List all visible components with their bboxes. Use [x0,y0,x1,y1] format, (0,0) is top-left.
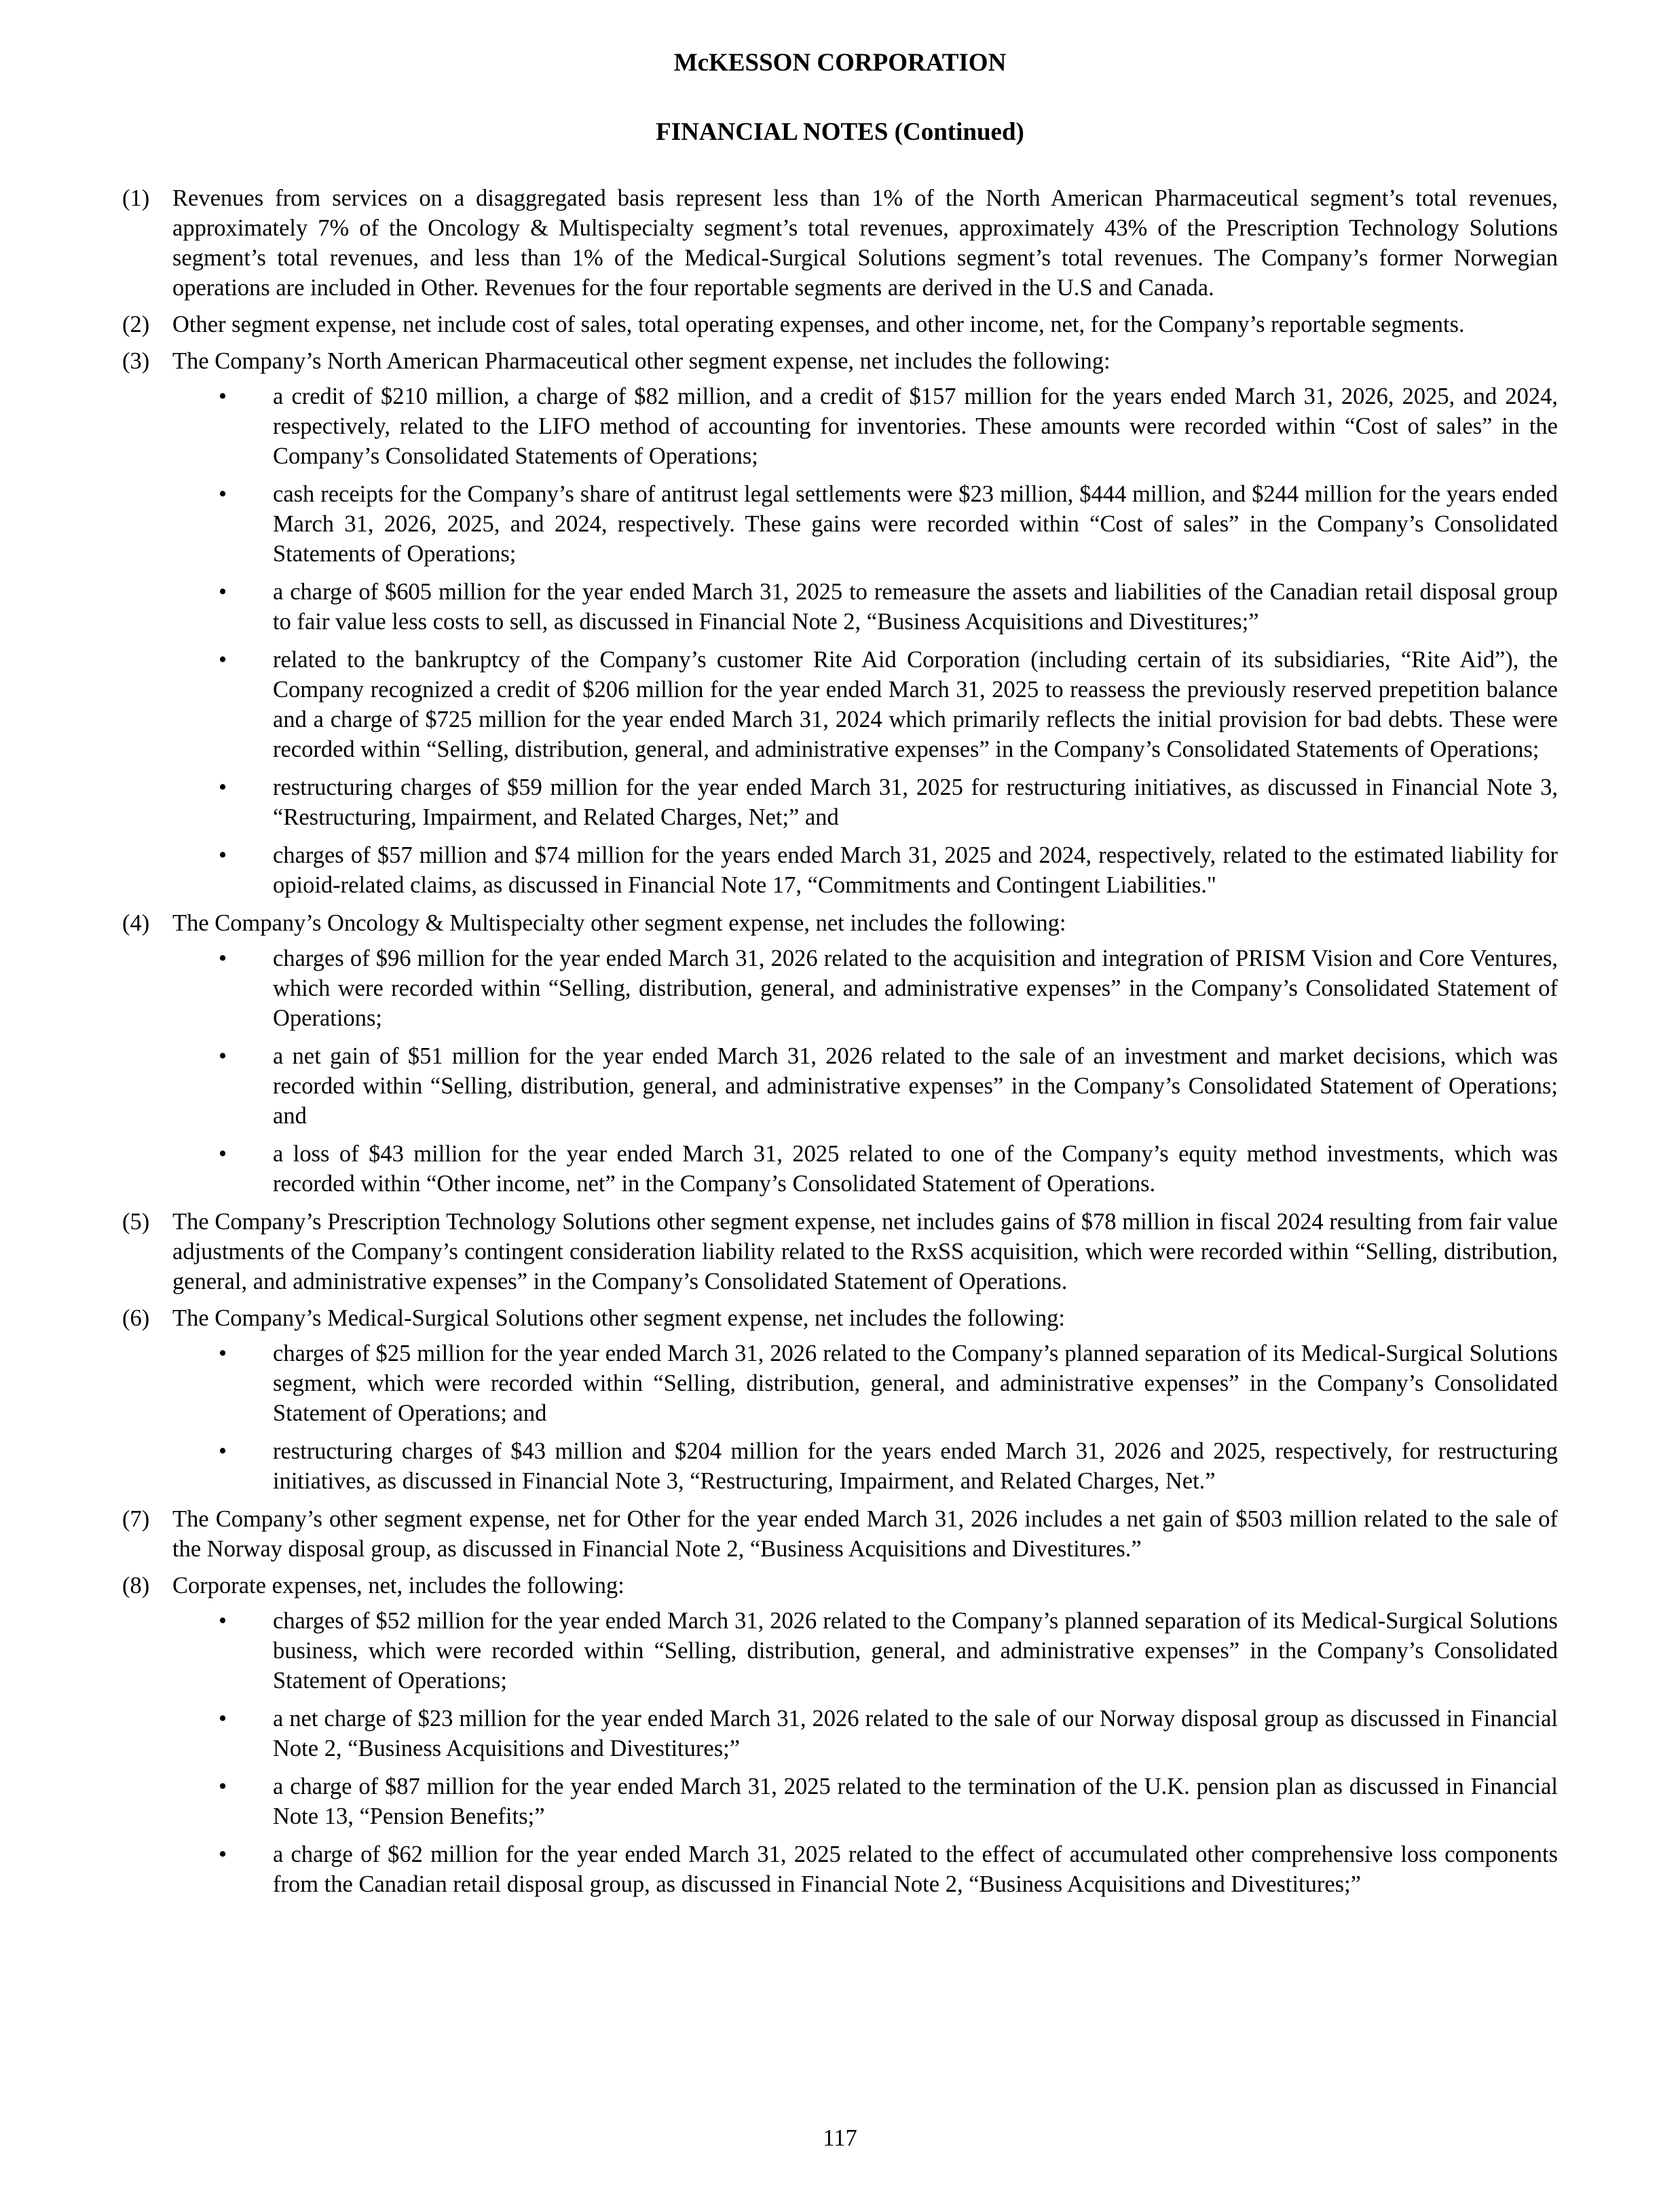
note-text: The Company’s Prescription Technology Solutions other segment expense, net includes gains of $78 million in fiscal 2024 resulting from fair value adjustments of the Company’s contingent consideration liability related to the RxSS acquisition, which were recorded within “Selling, distribution, general, and administrative expenses” in the Company’s Consolidated Statement of Operations. [172,1209,1558,1294]
section-subtitle: FINANCIAL NOTES (Continued) [656,118,1024,146]
bullet-icon: • [219,1841,227,1867]
bullet-item [172,772,1558,832]
bullet-item [172,577,1558,637]
bullet-icon: • [219,1608,227,1634]
note-number: (3) [122,348,150,374]
company-title: McKESSON CORPORATION [673,49,1007,77]
bullet-list [172,1606,1558,1899]
bullet-text: a charge of $87 million for the year ended March 31, 2025 related to the termination of the U.K. pension plan as discussed in Financial Note 13, “Pension Benefits;” [273,1774,1558,1829]
financial-note-item [122,1303,1558,1496]
financial-note-item [122,908,1558,1199]
note-number: (2) [122,312,150,337]
bullet-text: a loss of $43 million for the year ended March 31, 2025 related to one of the Company’s equity method investments, which was recorded within “Other income, net” in the Company’s Consolidated Statement of Operations. [273,1141,1558,1197]
note-number: (4) [122,910,150,936]
note-text: Corporate expenses, net, includes the following: [172,1573,624,1598]
bullet-list [172,381,1558,900]
bullet-text: a net gain of $51 million for the year ended March 31, 2026 related to the sale of an investment and market decisions, which was recorded within “Selling, distribution, general, and administrative expenses” in the Company’s Consolidated Statement of Operations; and [273,1043,1558,1129]
page-number: 117 [823,2125,857,2151]
bullet-icon: • [219,1706,227,1732]
financial-note-item [122,310,1558,339]
bullet-item [172,1606,1558,1696]
note-number: (8) [122,1573,150,1598]
bullet-item [172,1704,1558,1763]
bullet-item [172,645,1558,764]
bullet-icon: • [219,1774,227,1799]
bullet-item [172,840,1558,900]
bullet-text: charges of $25 million for the year ended March 31, 2026 related to the Company’s planned separation of its Medical-Surgical Solutions segment, which were recorded within “Selling, distribution, general, and administrative expenses” in the Company’s Consolidated Statement of Operations; and [273,1341,1558,1426]
bullet-text: charges of $52 million for the year ended March 31, 2026 related to the Company’s planned separation of its Medical-Surgical Solutions business, which were recorded within “Selling, distribution, general, and administrative expenses” in the Company’s Consolidated Statement of Operations; [273,1608,1558,1694]
bullet-icon: • [219,1043,227,1069]
bullet-icon: • [219,1341,227,1366]
bullet-item [172,381,1558,471]
bullet-text: restructuring charges of $59 million for the year ended March 31, 2025 for restructuring initiatives, as discussed in Financial Note 3, “Restructuring, Impairment, and Related Charges, Net;” and [273,774,1558,830]
bullet-text: a charge of $62 million for the year ended March 31, 2025 related to the effect of accumulated other comprehensive loss components from the Canadian retail disposal group, as discussed in Financial Note 2, “Business Acquisitions and Divestitures;” [273,1841,1558,1897]
bullet-icon: • [219,1141,227,1167]
financial-note-item [122,1571,1558,1899]
financial-note-item [122,183,1558,303]
bullet-icon: • [219,383,227,409]
bullet-icon: • [219,1438,227,1464]
financial-note-item [122,1504,1558,1564]
bullet-text: cash receipts for the Company’s share of antitrust legal settlements were $23 million, $444 million, and $244 million for the years ended March 31, 2026, 2025, and 2024, respectively. These gains were recorded within “Cost of sales” in the Company’s Consolidated Statements of Operations; [273,481,1558,567]
note-text: Revenues from services on a disaggregated basis represent less than 1% of the North American Pharmaceutical segment’s total revenues, approximately 7% of the Oncology & Multispecialty segment’s total revenues, approximately 43% of the Prescription Technology Solutions segment’s total revenues, and less than 1% of the Medical-Surgical Solutions segment’s total revenues. The Company’s former Norwegian operations are included in Other. Revenues for the four reportable segments are derived in the U.S and Canada. [172,185,1558,301]
note-number: (6) [122,1305,150,1331]
bullet-item [172,1339,1558,1428]
bullet-item [172,1436,1558,1496]
bullet-icon: • [219,579,227,605]
bullet-icon: • [219,774,227,800]
financial-note-item [122,346,1558,900]
note-text: Other segment expense, net include cost of sales, total operating expenses, and other income, net, for the Company’s reportable segments. [172,312,1465,337]
financial-note-item [122,1207,1558,1296]
financial-notes-list [122,183,1558,1907]
bullet-item [172,943,1558,1033]
bullet-text: a net charge of $23 million for the year ended March 31, 2026 related to the sale of our Norway disposal group as discussed in Financial Note 2, “Business Acquisitions and Divestitures;” [273,1706,1558,1761]
note-number: (7) [122,1506,150,1532]
bullet-list [172,943,1558,1199]
bullet-list [172,1339,1558,1496]
note-text: The Company’s other segment expense, net for Other for the year ended March 31, 2026 includes a net gain of $503 million related to the sale of the Norway disposal group, as discussed in Financial Note 2, “Business Acquisitions and Divestitures.” [172,1506,1558,1562]
note-number: (1) [122,185,150,211]
bullet-item [172,1041,1558,1131]
note-number: (5) [122,1209,150,1235]
bullet-text: a charge of $605 million for the year ended March 31, 2025 to remeasure the assets and liabilities of the Canadian retail disposal group to fair value less costs to sell, as discussed in Financial Note 2, “Business Acquisitions and Divestitures;” [273,579,1558,635]
bullet-text: restructuring charges of $43 million and $204 million for the years ended March 31, 2026 and 2025, respectively, for restructuring initiatives, as discussed in Financial Note 3, “Restructuring, Impairment, and Related Charges, Net.” [273,1438,1558,1494]
bullet-text: charges of $96 million for the year ended March 31, 2026 related to the acquisition and integration of PRISM Vision and Core Ventures, which were recorded within “Selling, distribution, general, and administrative expenses” in the Company’s Consolidated Statement of Operations; [273,946,1558,1031]
bullet-icon: • [219,946,227,971]
bullet-text: related to the bankruptcy of the Company’s customer Rite Aid Corporation (including certain of its subsidiaries, “Rite Aid”), the Company recognized a credit of $206 million for the year ended March 31, 2025 to reassess the previously reserved prepetition balance and a charge of $725 million for the year ended March 31, 2024 which primarily reflects the initial provision for bad debts. These were recorded within “Selling, distribution, general, and administrative expenses” in the Company’s Consolidated Statements of Operations; [273,647,1558,762]
bullet-item [172,1772,1558,1831]
note-text: The Company’s Medical-Surgical Solutions other segment expense, net includes the following: [172,1305,1065,1331]
note-text: The Company’s Oncology & Multispecialty other segment expense, net includes the following: [172,910,1066,936]
bullet-icon: • [219,842,227,868]
bullet-icon: • [219,647,227,673]
bullet-text: a credit of $210 million, a charge of $82 million, and a credit of $157 million for the years ended March 31, 2026, 2025, and 2024, respectively, related to the LIFO method of accounting for inventories. These amounts were recorded within “Cost of sales” in the Company’s Consolidated Statements of Operations; [273,383,1558,469]
bullet-item [172,479,1558,569]
bullet-icon: • [219,481,227,507]
bullet-item [172,1839,1558,1899]
bullet-item [172,1139,1558,1199]
note-text: The Company’s North American Pharmaceutical other segment expense, net includes the following: [172,348,1110,374]
bullet-text: charges of $57 million and $74 million for the years ended March 31, 2025 and 2024, respectively, related to the estimated liability for opioid-related claims, as discussed in Financial Note 17, “Commitments and Contingent Liabilities." [273,842,1558,898]
